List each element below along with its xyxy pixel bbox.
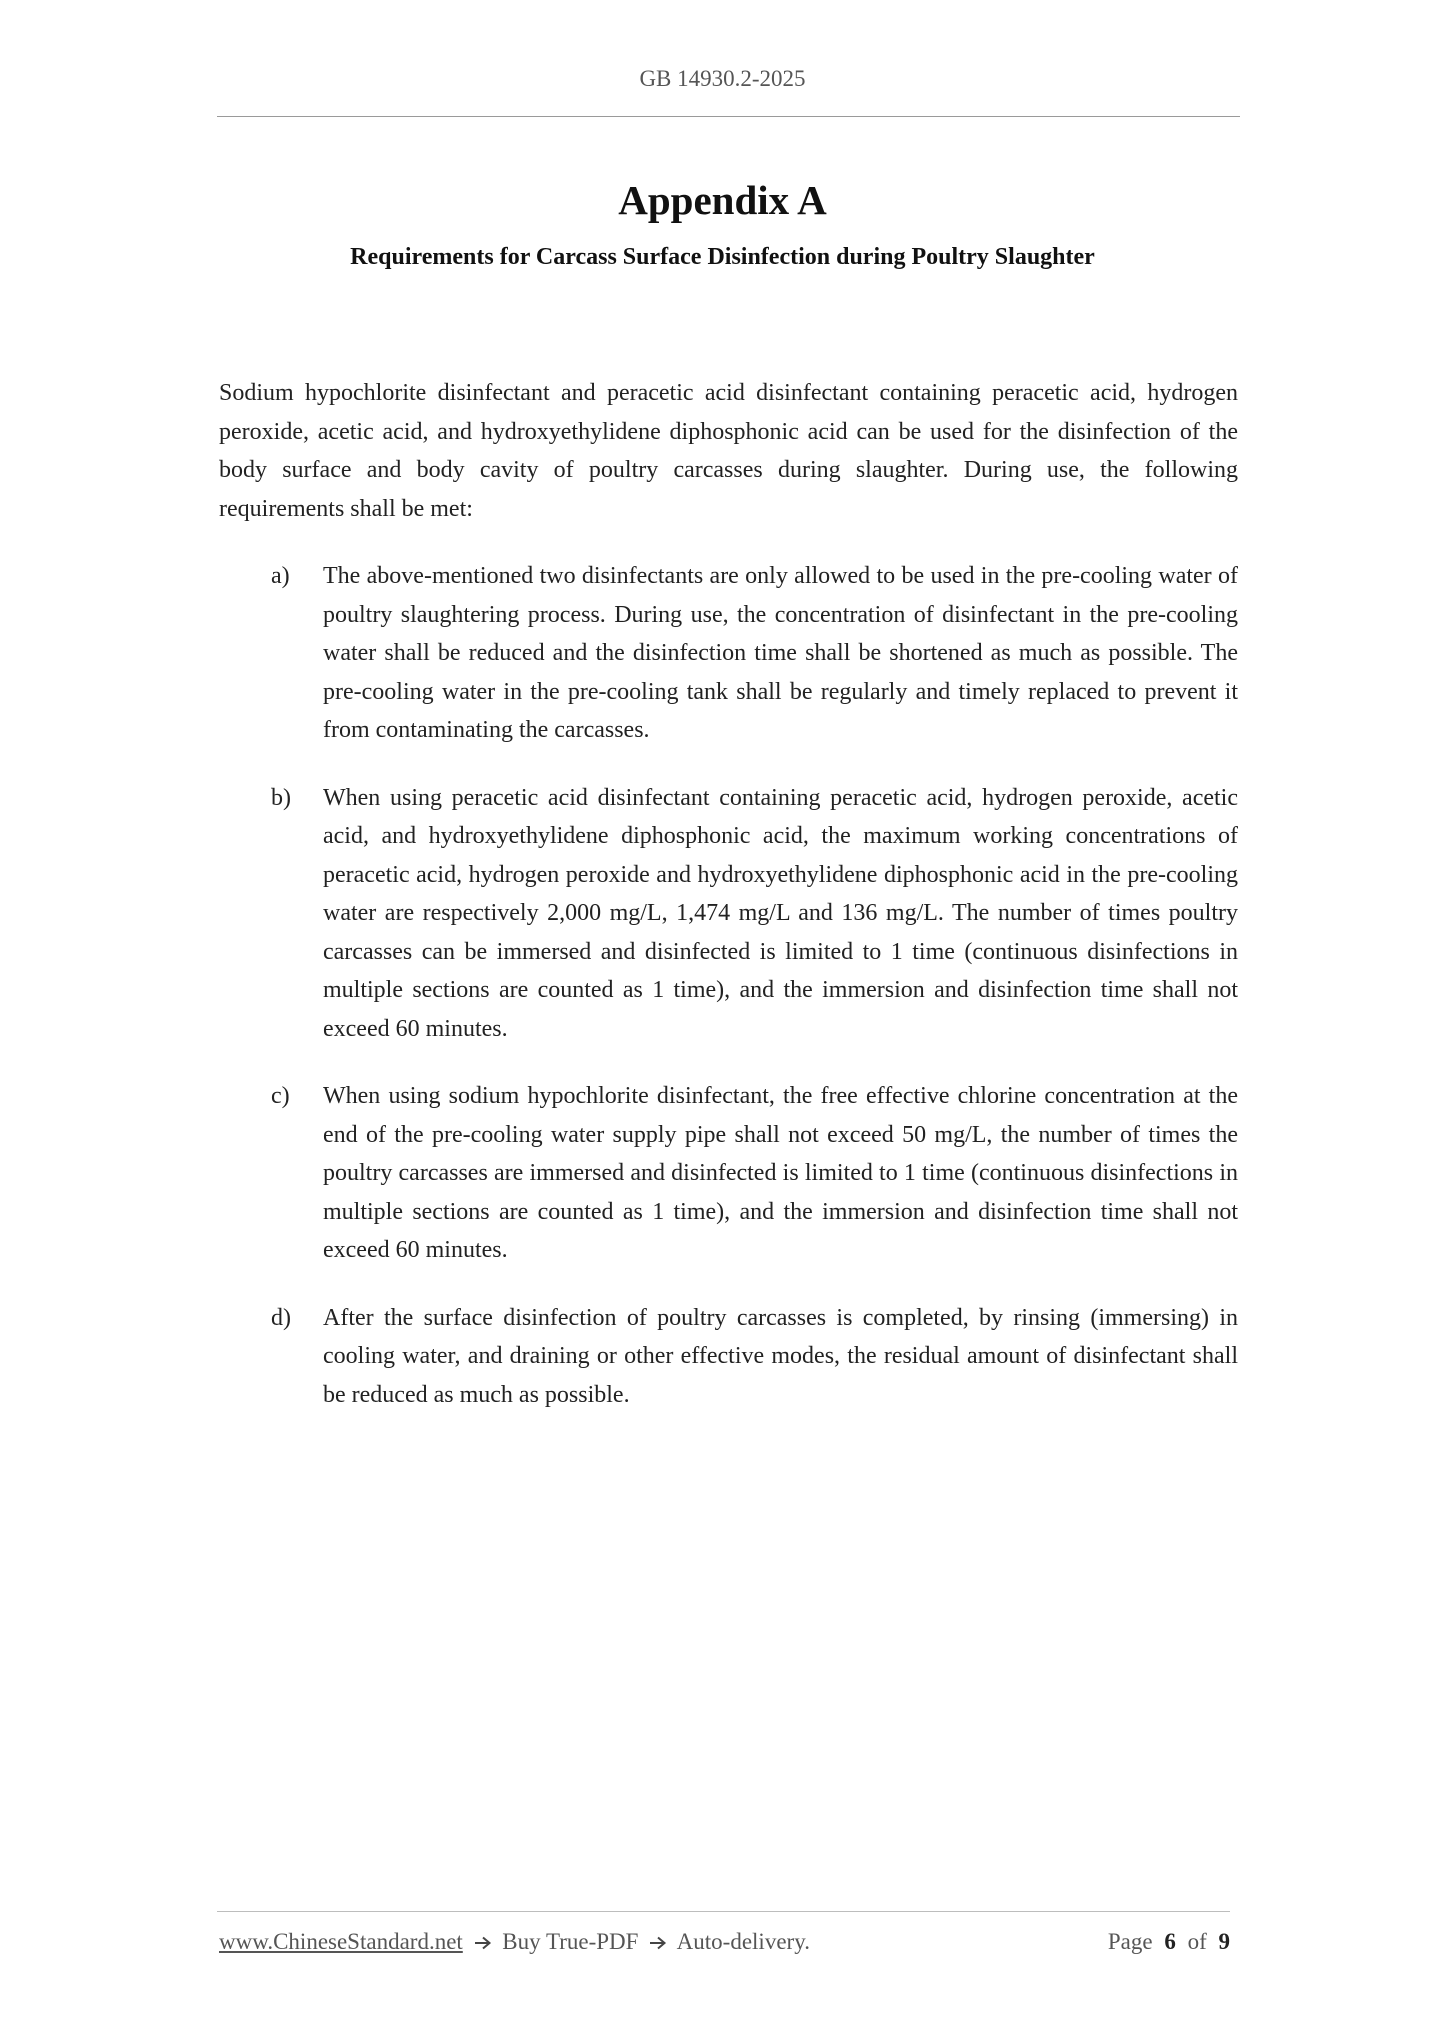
page-label: Page — [1107, 1929, 1153, 1954]
footer-promo — [219, 1929, 810, 1955]
requirement-text: After the surface disinfection of poultry carcasses is completed, by rinsing (immersing) in cooling water, and draining or other effective modes, the residual amount of disinfectant shall be reduced as much as possible. — [323, 1304, 1238, 1408]
header-divider — [217, 116, 1240, 117]
document-body — [219, 374, 1238, 1414]
appendix-title: Appendix A — [618, 177, 827, 223]
arrow-right-icon — [474, 1936, 492, 1950]
page-footer — [219, 1929, 1230, 1955]
page-of-label: of — [1187, 1929, 1207, 1954]
page-number — [1108, 1929, 1230, 1955]
footer-divider — [217, 1911, 1230, 1912]
requirement-item-c — [219, 1077, 1238, 1270]
page-total: 9 — [1218, 1929, 1230, 1954]
list-marker: c) — [271, 1083, 290, 1109]
running-header-doc-id: GB 14930.2-2025 — [639, 66, 806, 91]
intro-paragraph: Sodium hypochlorite disinfectant and peracetic acid disinfectant containing peracetic acid, hydrogen peroxide, acetic acid, and hydroxyethylidene diphosphonic acid can be used for the disinfection of the body surface and body cavity of poultry carcasses during slaughter. During use, the following requirements shall be met: — [219, 380, 1238, 522]
requirement-text: When using sodium hypochlorite disinfectant, the free effective chlorine concentration at the end of the pre-cooling water supply pipe shall not exceed 50 mg/L, the number of times the poultry carcasses are immersed and disinfected is limited to 1 time (continuous disinfections in multiple sections are counted as 1 time), and the immersion and disinfection time shall not exceed 60 minutes. — [323, 1083, 1238, 1263]
requirement-item-b — [219, 779, 1238, 1049]
list-marker: d) — [271, 1304, 291, 1331]
requirements-list — [219, 557, 1238, 1414]
appendix-subtitle: Requirements for Carcass Surface Disinfection during Poultry Slaughter — [350, 244, 1095, 270]
list-marker: b) — [271, 784, 291, 811]
requirement-item-d — [219, 1299, 1238, 1415]
requirement-text: When using peracetic acid disinfectant containing peracetic acid, hydrogen peroxide, acetic acid, and hydroxyethylidene diphosphonic acid, the maximum working concentrations of peracetic acid, hydrogen peroxide and hydroxyethylidene diphosphonic acid in the pre-cooling water are respectively 2,000 mg/L, 1,474 mg/L and 136 mg/L. The number of times poultry carcasses can be immersed and disinfected is limited to 1 time (continuous disinfections in multiple sections are counted as 1 time), and the immersion and disinfection time shall not exceed 60 minutes. — [323, 784, 1238, 1042]
website-link[interactable]: www.ChineseStandard.net — [219, 1929, 463, 1954]
buy-true-pdf-text: Buy True-PDF — [502, 1929, 639, 1954]
auto-delivery-text: Auto-delivery. — [676, 1929, 810, 1954]
list-marker: a) — [271, 563, 290, 589]
requirement-text: The above-mentioned two disinfectants are only allowed to be used in the pre-cooling water of poultry slaughtering process. During use, the concentration of disinfectant in the pre-cooling water shall be reduced and the disinfection time shall be shortened as much as possible. The pre-cooling water in the pre-cooling tank shall be regularly and timely replaced to prevent it from contaminating the carcasses. — [323, 563, 1238, 743]
arrow-right-icon — [649, 1936, 667, 1950]
requirement-item-a — [219, 557, 1238, 750]
page-current: 6 — [1164, 1929, 1176, 1954]
